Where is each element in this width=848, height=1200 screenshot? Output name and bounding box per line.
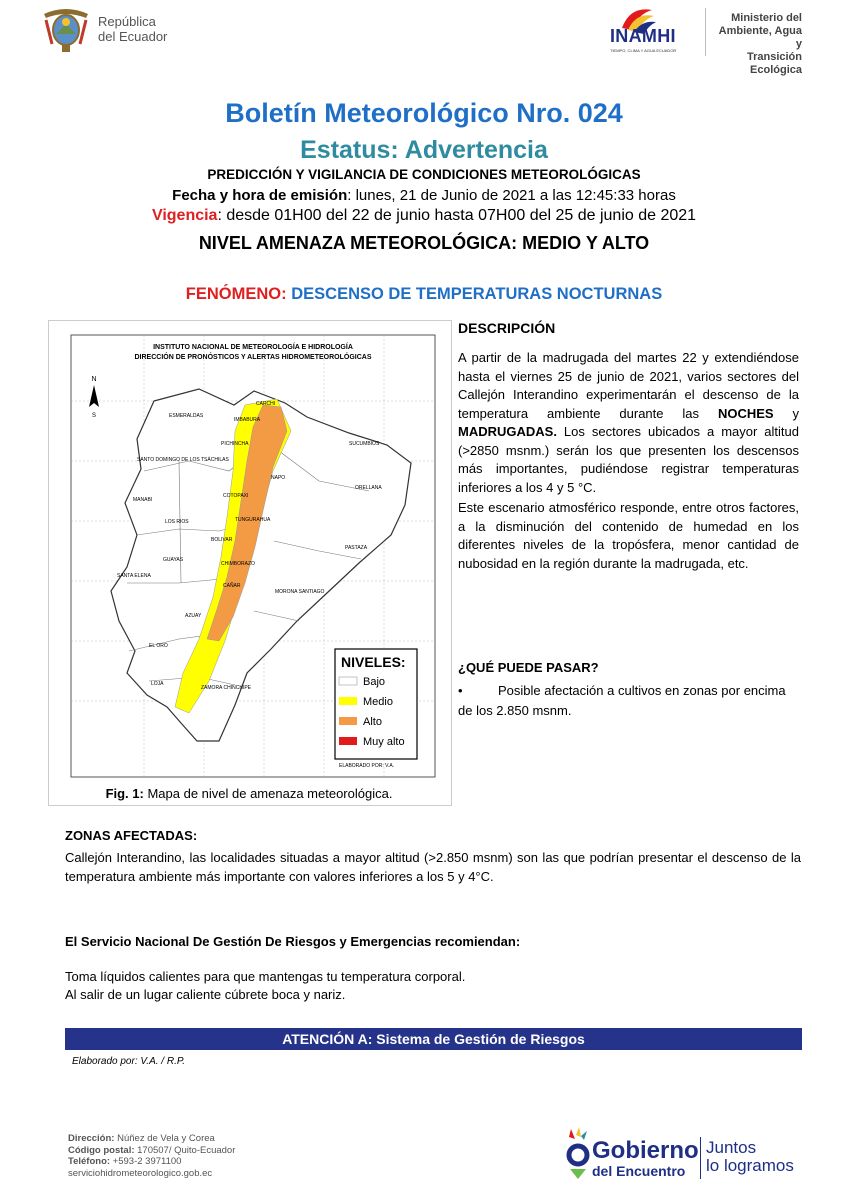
prov-bolivar: BOLIVAR	[211, 537, 233, 543]
caption-text: Mapa de nivel de amenaza meteorológica.	[143, 786, 393, 801]
desc-p1-bold1: NOCHES	[717, 405, 774, 421]
desc-p1-part3: Los sectores ubicados a mayor altitud (>2850 msnm.) serán los que presenten los descensos más importantes, pudiéndose registrar temperaturas inferiores a los 4 y 5 °C.	[458, 424, 799, 495]
republic-line1: República	[98, 14, 156, 29]
ministry-line1: Ministerio del	[731, 12, 802, 24]
description-paragraph-2: Este escenario atmosférico responde, entre otros factores, a la disminución del contenido de humedad en los diferentes niveles de la tropósfera, menor cantidad de nubosidad en la región durante la madrugada, etc.	[458, 500, 799, 571]
recommendations-title: El Servicio Nacional De Gestión De Riesgos y Emergencias recomiendan:	[65, 934, 521, 949]
phenomenon-value: DESCENSO DE TEMPERATURAS NOCTURNAS	[291, 285, 663, 303]
republic-line2: del Ecuador	[98, 29, 168, 44]
address-line	[68, 1133, 235, 1145]
desc-p1-bold2: MADRUGADAS.	[458, 424, 557, 439]
prov-chimborazo: CHIMBORAZO	[221, 561, 255, 567]
prov-canar: CAÑAR	[223, 583, 241, 589]
encuentro-word: del Encuentro	[592, 1163, 686, 1179]
prov-morona: MORONA SANTIAGO	[275, 589, 325, 595]
prov-guayas: GUAYAS	[163, 557, 184, 563]
zones-title: ZONAS AFECTADAS:	[65, 828, 198, 843]
map-institute: INSTITUTO NACIONAL DE METEOROLOGÍA E HIDROLOGÍA	[153, 344, 353, 351]
prov-napo: NAPO	[271, 475, 286, 481]
validity-label: Vigencia	[151, 207, 218, 224]
gobierno-emblem-icon	[565, 1125, 591, 1181]
prov-esmeraldas: ESMERALDAS	[169, 413, 204, 419]
prov-santa-elena: SANTA ELENA	[117, 573, 151, 579]
gobierno-encuentro-logo	[565, 1123, 805, 1183]
legend-label-alto: Alto	[363, 716, 382, 728]
emission-value: : lunes, 21 de Junio de 2021 a las 12:45:33 horas	[347, 187, 676, 204]
postal-line	[68, 1145, 235, 1157]
legend-swatch-medio	[339, 697, 357, 705]
inamhi-name: INAMHI	[610, 26, 676, 46]
ministry-name	[712, 12, 802, 77]
legend-label-muy-alto: Muy alto	[363, 736, 405, 748]
phone-line	[68, 1156, 235, 1168]
prov-imbabura: IMBABURA	[234, 417, 261, 423]
prov-cotopaxi: COTOPAXI	[223, 493, 249, 499]
emission-line	[0, 187, 848, 204]
recommendation-item: Al salir de un lugar caliente cúbrete boca y nariz.	[65, 987, 346, 1002]
inamhi-tagline: TIEMPO, CLIMA Y AGUA ECUADOR	[610, 48, 677, 53]
elaborated-by: Elaborado por: V.A. / R.P.	[72, 1056, 186, 1067]
phone-value: +593-2 3971100	[110, 1156, 182, 1167]
prov-zamora: ZAMORA CHINCHIPE	[201, 685, 252, 691]
threat-map	[48, 320, 452, 806]
map-credit: ELABORADO POR: V.A.	[339, 763, 395, 769]
legend-label-medio: Medio	[363, 696, 393, 708]
map-direction: DIRECCIÓN DE PRONÓSTICOS Y ALERTAS HIDROMETEOROLÓGICAS	[134, 354, 372, 361]
impact-item	[458, 681, 800, 721]
south-label: S	[91, 413, 97, 419]
north-label: N	[91, 376, 97, 383]
impact-item-text: Posible afectación a cultivos en zonas por encima de los 2.850 msnm.	[458, 683, 786, 718]
validity-line	[0, 207, 848, 225]
republica-ecuador-logo	[38, 4, 198, 56]
bulletin-subtitle: PREDICCIÓN Y VIGILANCIA DE CONDICIONES METEOROLÓGICAS	[207, 167, 641, 182]
zones-text: Callejón Interandino, las localidades situadas a mayor altitud (>2.850 msnm) son las que podrían presentar el descenso de la temperatura ambiente más importante con valores inferiores a los 5 y 4°C.	[65, 850, 801, 884]
address-label: Dirección:	[68, 1133, 115, 1144]
desc-p1-part2: y	[773, 405, 799, 421]
prov-santo-domingo: SANTO DOMINGO DE LOS TSÁCHILAS	[137, 457, 229, 463]
bulletin-title: Boletín Meteorológico Nro. 024	[225, 98, 623, 128]
header-divider	[705, 8, 706, 56]
slogan-line2: lo logramos	[706, 1156, 794, 1175]
caption-label: Fig. 1:	[105, 786, 144, 801]
ecuador-map	[49, 321, 451, 787]
gobierno-word: Gobierno	[592, 1137, 699, 1164]
phenomenon-label: FENÓMENO:	[185, 285, 287, 303]
prov-loja: LOJA	[151, 681, 164, 687]
prov-el-oro: EL ORO	[149, 643, 168, 649]
logo-divider	[700, 1137, 701, 1179]
prov-sucumbios: SUCUMBIOS	[349, 441, 380, 447]
validity-value: : desde 01H00 del 22 de junio hasta 07H00 del 25 de junio de 2021	[217, 207, 697, 224]
prov-manabi: MANABI	[133, 497, 153, 503]
recommendation-item: Toma líquidos calientes para que mantengas tu temperatura corporal.	[65, 969, 466, 984]
prov-orellana: ORELLANA	[355, 485, 382, 491]
website-link[interactable]: serviciohidrometeorologico.gob.ec	[68, 1167, 213, 1179]
impact-title: ¿QUÉ PUEDE PASAR?	[458, 660, 599, 675]
legend-title: NIVELES:	[341, 654, 406, 670]
prov-carchi: CARCHI	[256, 401, 276, 407]
description-title: DESCRIPCIÓN	[458, 320, 556, 336]
emission-label: Fecha y hora de emisión	[172, 187, 348, 204]
postal-value: 170507/ Quito-Ecuador	[134, 1144, 236, 1156]
address-value: Núñez de Vela y Corea	[114, 1133, 215, 1144]
prov-los-rios: LOS RIOS	[165, 519, 189, 525]
phone-label: Teléfono:	[68, 1156, 111, 1167]
phenomenon-line	[0, 285, 848, 304]
legend-swatch-bajo	[339, 677, 357, 685]
inamhi-logo	[590, 4, 690, 58]
recommendations-list	[65, 968, 465, 1004]
coat-of-arms-icon	[38, 4, 94, 56]
attention-banner: ATENCIÓN A: Sistema de Gestión de Riesgos	[65, 1028, 802, 1050]
legend-swatch-muy-alto	[339, 737, 357, 745]
prov-tungurahua: TUNGURAHUA	[235, 517, 271, 523]
bulletin-status: Estatus: Advertencia	[300, 136, 548, 164]
ministry-line2: Ambiente, Agua y	[718, 25, 802, 50]
ministry-line3: Transición Ecológica	[746, 51, 802, 76]
prov-pastaza: PASTAZA	[345, 545, 368, 551]
legend-swatch-alto	[339, 717, 357, 725]
map-legend	[335, 649, 417, 759]
prov-azuay: AZUAY	[185, 613, 202, 619]
footer-address	[68, 1133, 235, 1179]
desc-p1-part1: A partir de la madrugada del martes 22 y extendiéndose hasta el viernes 25 de junio de 2021, varios sectores del Callejón Interandino experimentarán el descenso de la temperatura ambiente durante las	[458, 350, 799, 421]
postal-label: Código postal:	[68, 1144, 135, 1156]
description-paragraph-1	[458, 349, 799, 497]
slogan	[706, 1139, 794, 1175]
prov-pichincha: PICHINCHA	[221, 441, 249, 447]
threat-level: NIVEL AMENAZA METEOROLÓGICA: MEDIO Y ALTO	[198, 233, 650, 253]
legend-label-bajo: Bajo	[363, 676, 386, 688]
bullet-icon: •	[458, 683, 463, 698]
slogan-line1: Juntos	[706, 1138, 757, 1157]
figure-caption	[48, 786, 450, 801]
